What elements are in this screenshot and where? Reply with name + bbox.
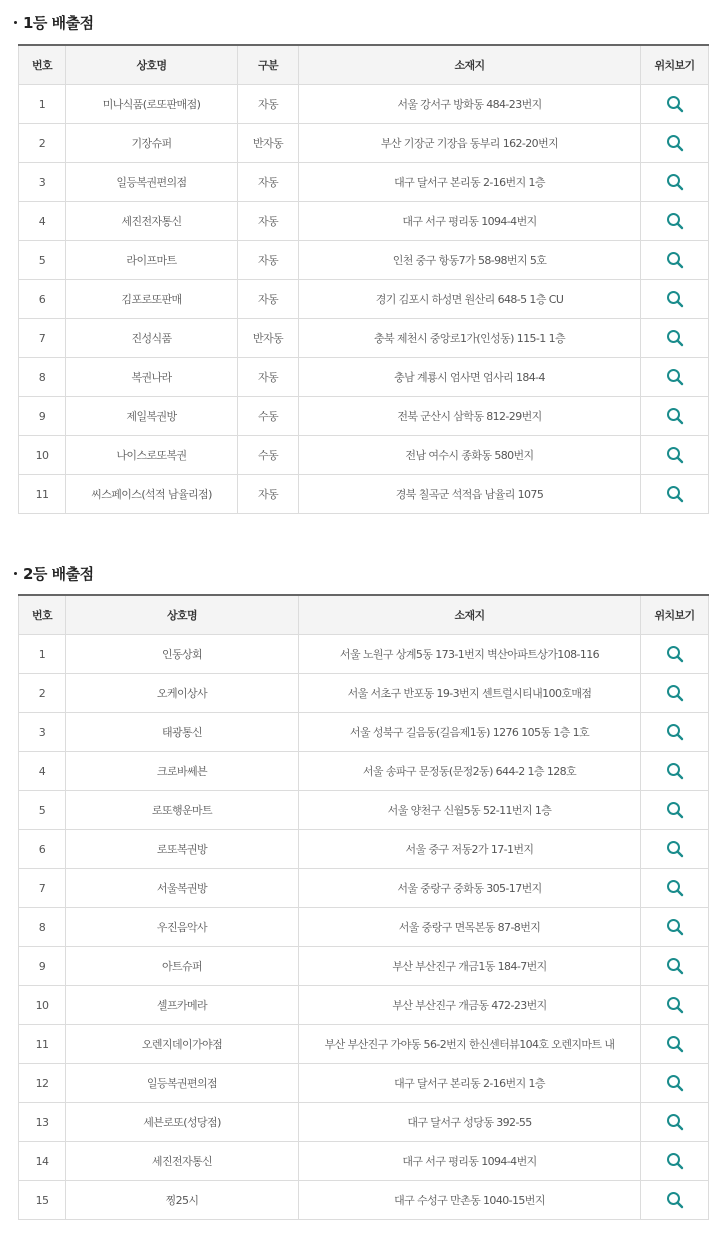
store-address: 인천 중구 항동7가 58-98번지 5호 <box>299 241 641 280</box>
location-cell <box>641 713 709 752</box>
store-address: 서울 중구 저동2가 17-1번지 <box>299 830 641 869</box>
store-address: 부산 부산진구 개금1동 184-7번지 <box>299 947 641 986</box>
selection-type: 자동 <box>238 358 299 397</box>
header-location: 위치보기 <box>641 45 709 85</box>
search-icon[interactable] <box>666 1074 684 1092</box>
search-icon[interactable] <box>666 173 684 191</box>
search-icon[interactable] <box>666 1152 684 1170</box>
selection-type: 자동 <box>238 163 299 202</box>
row-number: 4 <box>19 752 66 791</box>
location-cell <box>641 163 709 202</box>
selection-type: 자동 <box>238 85 299 124</box>
store-name: 오렌지데이가야점 <box>66 1025 299 1064</box>
location-cell <box>641 436 709 475</box>
store-name: 김포로또판매 <box>66 280 238 319</box>
selection-type: 반자동 <box>238 124 299 163</box>
store-name: 미나식품(로또판매점) <box>66 85 238 124</box>
selection-type: 자동 <box>238 475 299 514</box>
table-row <box>19 124 709 163</box>
table-row <box>19 635 709 674</box>
row-number: 6 <box>19 830 66 869</box>
header-store-name: 상호명 <box>66 595 299 635</box>
store-name: 인동상회 <box>66 635 299 674</box>
store-name: 나이스로또복권 <box>66 436 238 475</box>
selection-type: 자동 <box>238 280 299 319</box>
location-cell <box>641 674 709 713</box>
store-address: 서울 중랑구 중화동 305-17번지 <box>299 869 641 908</box>
store-address: 부산 부산진구 개금동 472-23번지 <box>299 986 641 1025</box>
location-cell <box>641 1142 709 1181</box>
first-prize-store-table <box>18 44 709 514</box>
store-name: 오케이상사 <box>66 674 299 713</box>
location-cell <box>641 947 709 986</box>
location-cell <box>641 869 709 908</box>
store-name: 태광통신 <box>66 713 299 752</box>
selection-type: 반자동 <box>238 319 299 358</box>
store-name: 찡25시 <box>66 1181 299 1220</box>
bullet-icon <box>14 21 17 24</box>
store-name: 서울복권방 <box>66 869 299 908</box>
table-row <box>19 1103 709 1142</box>
row-number: 5 <box>19 791 66 830</box>
table-row <box>19 436 709 475</box>
table-row <box>19 163 709 202</box>
location-cell <box>641 791 709 830</box>
store-name: 크로바쎄븐 <box>66 752 299 791</box>
location-cell <box>641 1025 709 1064</box>
location-cell <box>641 85 709 124</box>
header-number: 번호 <box>19 45 66 85</box>
search-icon[interactable] <box>666 996 684 1014</box>
location-cell <box>641 752 709 791</box>
location-cell <box>641 319 709 358</box>
row-number: 8 <box>19 908 66 947</box>
table-row <box>19 202 709 241</box>
store-address: 서울 서초구 반포동 19-3번지 센트럴시티내100호매점 <box>299 674 641 713</box>
table-row <box>19 241 709 280</box>
store-address: 서울 양천구 신월5동 52-11번지 1층 <box>299 791 641 830</box>
location-cell <box>641 475 709 514</box>
selection-type: 수동 <box>238 436 299 475</box>
header-address: 소재지 <box>299 45 641 85</box>
search-icon[interactable] <box>666 368 684 386</box>
row-number: 11 <box>19 475 66 514</box>
table-row <box>19 358 709 397</box>
store-address: 대구 달서구 본리동 2-16번지 1층 <box>299 163 641 202</box>
location-cell <box>641 986 709 1025</box>
selection-type: 수동 <box>238 397 299 436</box>
store-name: 세진전자통신 <box>66 1142 299 1181</box>
search-icon[interactable] <box>666 957 684 975</box>
search-icon[interactable] <box>666 1191 684 1209</box>
store-address: 전남 여수시 종화동 580번지 <box>299 436 641 475</box>
table-row <box>19 1064 709 1103</box>
location-cell <box>641 358 709 397</box>
location-cell <box>641 280 709 319</box>
store-address: 부산 기장군 기장읍 동부리 162-20번지 <box>299 124 641 163</box>
store-name: 세진전자통신 <box>66 202 238 241</box>
row-number: 10 <box>19 436 66 475</box>
table-row <box>19 713 709 752</box>
selection-type: 자동 <box>238 241 299 280</box>
location-cell <box>641 635 709 674</box>
location-cell <box>641 830 709 869</box>
row-number: 8 <box>19 358 66 397</box>
search-icon[interactable] <box>666 212 684 230</box>
row-number: 5 <box>19 241 66 280</box>
row-number: 2 <box>19 674 66 713</box>
search-icon[interactable] <box>666 918 684 936</box>
search-icon[interactable] <box>666 290 684 308</box>
table-row <box>19 752 709 791</box>
table-row <box>19 947 709 986</box>
row-number: 15 <box>19 1181 66 1220</box>
search-icon[interactable] <box>666 879 684 897</box>
row-number: 2 <box>19 124 66 163</box>
row-number: 1 <box>19 635 66 674</box>
location-cell <box>641 1064 709 1103</box>
store-name: 일등복권편의점 <box>66 1064 299 1103</box>
store-name: 기장슈퍼 <box>66 124 238 163</box>
table-row <box>19 869 709 908</box>
table-row <box>19 674 709 713</box>
first-prize-section-title <box>14 12 94 33</box>
store-name: 복권나라 <box>66 358 238 397</box>
location-cell <box>641 1103 709 1142</box>
search-icon[interactable] <box>666 801 684 819</box>
store-name: 일등복권편의점 <box>66 163 238 202</box>
store-name: 아트슈퍼 <box>66 947 299 986</box>
table-row <box>19 986 709 1025</box>
store-name: 로또복권방 <box>66 830 299 869</box>
row-number: 13 <box>19 1103 66 1142</box>
store-address: 서울 성북구 길음동(길음제1동) 1276 105동 1층 1호 <box>299 713 641 752</box>
row-number: 12 <box>19 1064 66 1103</box>
store-address: 충북 제천시 중앙로1가(인성동) 115-1 1층 <box>299 319 641 358</box>
table-row <box>19 85 709 124</box>
store-address: 부산 부산진구 가야동 56-2번지 한신센터뷰104호 오렌지마트 내 <box>299 1025 641 1064</box>
location-cell <box>641 202 709 241</box>
store-name: 라이프마트 <box>66 241 238 280</box>
row-number: 9 <box>19 397 66 436</box>
table-row <box>19 908 709 947</box>
header-store-name: 상호명 <box>66 45 238 85</box>
first-prize-title-text: 1등 배출점 <box>23 14 94 32</box>
store-address: 대구 달서구 본리동 2-16번지 1층 <box>299 1064 641 1103</box>
table-row <box>19 280 709 319</box>
row-number: 6 <box>19 280 66 319</box>
search-icon[interactable] <box>666 134 684 152</box>
store-name: 로또행운마트 <box>66 791 299 830</box>
location-cell <box>641 1181 709 1220</box>
search-icon[interactable] <box>666 329 684 347</box>
header-type: 구분 <box>238 45 299 85</box>
table-row <box>19 1025 709 1064</box>
search-icon[interactable] <box>666 251 684 269</box>
store-address: 서울 강서구 방화동 484-23번지 <box>299 85 641 124</box>
search-icon[interactable] <box>666 1113 684 1131</box>
location-cell <box>641 908 709 947</box>
row-number: 9 <box>19 947 66 986</box>
store-address: 경북 칠곡군 석적읍 남율리 1075 <box>299 475 641 514</box>
store-name: 세븐로또(성당점) <box>66 1103 299 1142</box>
store-name: 진성식품 <box>66 319 238 358</box>
store-address: 전북 군산시 삼학동 812-29번지 <box>299 397 641 436</box>
store-address: 대구 달서구 성당동 392-55 <box>299 1103 641 1142</box>
store-address: 서울 송파구 문정동(문정2동) 644-2 1층 128호 <box>299 752 641 791</box>
second-prize-store-table <box>18 594 709 1220</box>
store-address: 대구 수성구 만촌동 1040-15번지 <box>299 1181 641 1220</box>
table-row <box>19 319 709 358</box>
table-header-row <box>19 45 709 85</box>
search-icon[interactable] <box>666 446 684 464</box>
location-cell <box>641 397 709 436</box>
header-number: 번호 <box>19 595 66 635</box>
store-address: 대구 서구 평리동 1094-4번지 <box>299 202 641 241</box>
table-row <box>19 475 709 514</box>
store-address: 서울 중랑구 면목본동 87-8번지 <box>299 908 641 947</box>
search-icon[interactable] <box>666 723 684 741</box>
search-icon[interactable] <box>666 1035 684 1053</box>
bullet-icon <box>14 572 17 575</box>
row-number: 3 <box>19 163 66 202</box>
table-row <box>19 830 709 869</box>
table-row <box>19 791 709 830</box>
store-name: 셀프카메라 <box>66 986 299 1025</box>
table-row <box>19 1142 709 1181</box>
store-name: 제일복권방 <box>66 397 238 436</box>
row-number: 10 <box>19 986 66 1025</box>
header-address: 소재지 <box>299 595 641 635</box>
table-header-row <box>19 595 709 635</box>
search-icon[interactable] <box>666 485 684 503</box>
row-number: 4 <box>19 202 66 241</box>
second-prize-section-title <box>14 563 94 584</box>
row-number: 14 <box>19 1142 66 1181</box>
search-icon[interactable] <box>666 684 684 702</box>
store-address: 경기 김포시 하성면 원산리 648-5 1층 CU <box>299 280 641 319</box>
search-icon[interactable] <box>666 840 684 858</box>
row-number: 3 <box>19 713 66 752</box>
location-cell <box>641 124 709 163</box>
search-icon[interactable] <box>666 95 684 113</box>
selection-type: 자동 <box>238 202 299 241</box>
store-address: 대구 서구 평리동 1094-4번지 <box>299 1142 641 1181</box>
row-number: 7 <box>19 869 66 908</box>
row-number: 7 <box>19 319 66 358</box>
second-prize-title-text: 2등 배출점 <box>23 565 94 583</box>
header-location: 위치보기 <box>641 595 709 635</box>
search-icon[interactable] <box>666 645 684 663</box>
store-address: 충남 계룡시 엄사면 엄사리 184-4 <box>299 358 641 397</box>
table-row <box>19 1181 709 1220</box>
table-row <box>19 397 709 436</box>
search-icon[interactable] <box>666 407 684 425</box>
row-number: 1 <box>19 85 66 124</box>
store-name: 씨스페이스(석적 남율리점) <box>66 475 238 514</box>
location-cell <box>641 241 709 280</box>
store-address: 서울 노원구 상계5동 173-1번지 벽산아파트상가108-116 <box>299 635 641 674</box>
search-icon[interactable] <box>666 762 684 780</box>
row-number: 11 <box>19 1025 66 1064</box>
store-name: 우진음악사 <box>66 908 299 947</box>
